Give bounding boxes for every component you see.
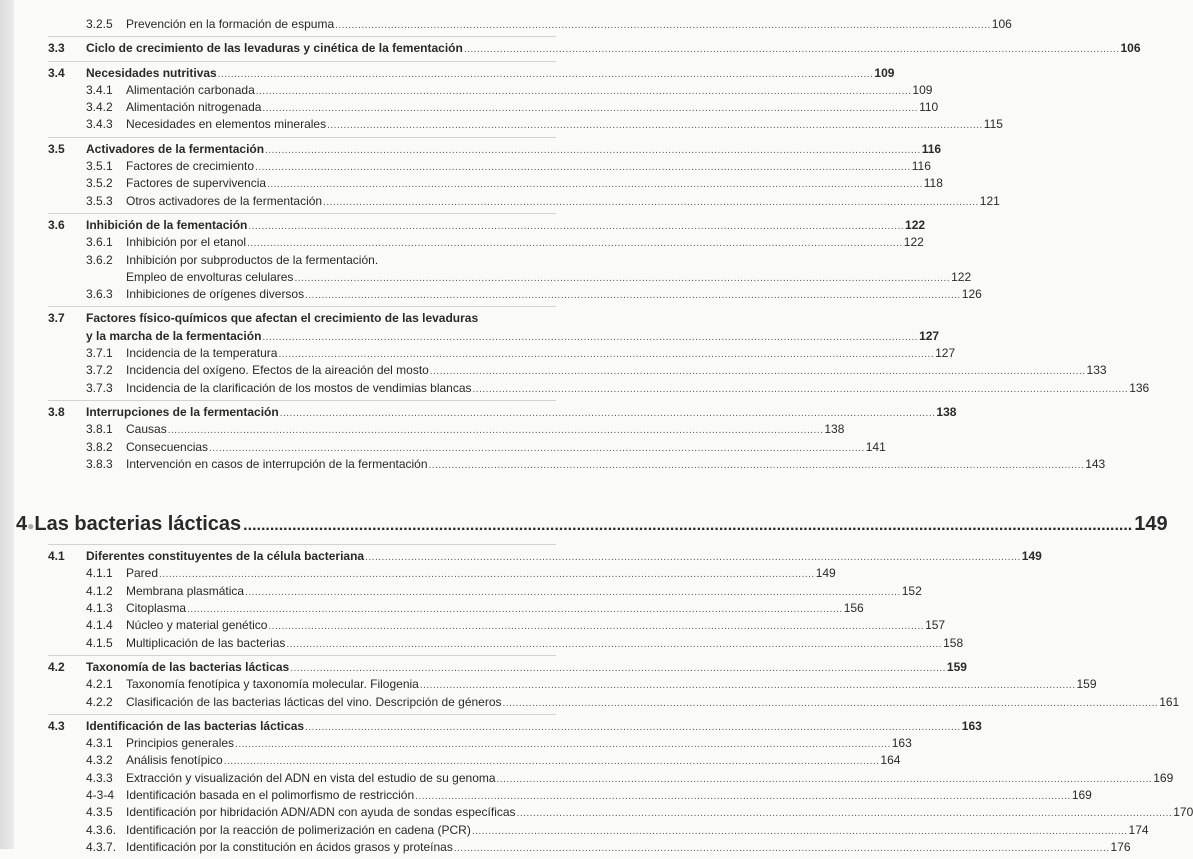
entry-number: 3.5.2 (86, 176, 113, 191)
subsection-entry[interactable] (48, 600, 864, 617)
subsection-entry[interactable] (48, 676, 1097, 693)
entry-number: 3.7.3 (86, 380, 113, 395)
leader-dots: ........................................................................................................................................................................................................ (248, 220, 905, 232)
entry-number: 3.4 (48, 65, 65, 80)
entry-title: Alimentación nitrogenada (126, 100, 262, 115)
leader-dots: ........................................................................................................................................................................................................ (278, 349, 935, 361)
page-number: 157 (925, 618, 946, 633)
entry-title: Consecuencias (126, 439, 209, 454)
subsection-entry[interactable] (48, 175, 943, 192)
leader-dots: ........................................................................................................................................................................................................ (305, 721, 961, 733)
page-number: 106 (1120, 41, 1141, 56)
leader-dots: ........................................................................................................................................................................................................ (267, 179, 923, 191)
entry-number: 3.5.3 (86, 193, 113, 208)
page-number: 174 (1128, 822, 1149, 837)
entry-title: Inhibición por el etanol (126, 235, 247, 250)
toc-section (48, 714, 1193, 859)
entry-title: Incidencia de la clarificación de los mostos de vendimias blancas (126, 380, 472, 395)
entry-number: 3.4.1 (86, 82, 113, 97)
entry-number: 3.5 (48, 141, 65, 156)
entry-number: 3.7.2 (86, 363, 113, 378)
toc-section (48, 400, 1106, 476)
entry-number: 3.5.1 (86, 159, 113, 174)
entry-number: 3.6.2 (86, 252, 113, 267)
entry-title: Multiplicación de las bacterias (126, 635, 286, 650)
leader-dots: ........................................................................................................................................................................................................ (187, 604, 843, 616)
entry-title: Incidencia de la temperatura (126, 346, 278, 361)
subsection-entry[interactable] (48, 380, 1150, 397)
toc-section (48, 16, 1012, 36)
leader-dots: ........................................................................................................................................................................................................ (286, 638, 943, 650)
entry-number: 3.7.1 (86, 346, 113, 361)
entry-number: 4.3.6. (86, 822, 117, 837)
leader-dots: ........................................................................................................................................................................................................ (502, 697, 1159, 709)
page-number: 121 (979, 193, 1000, 208)
page-number: 115 (983, 117, 1003, 132)
entry-number: 4.3.2 (86, 753, 113, 768)
entry-title: Identificación por la constitución en ácidos grasos y proteínas (126, 839, 453, 854)
subsection-entry[interactable] (48, 439, 886, 456)
page-number: 122 (905, 217, 926, 232)
subsection-entry[interactable] (48, 82, 933, 99)
entry-title: Identificación por hibridación ADN/ADN con ayuda de sondas específicas (126, 805, 516, 820)
leader-dots: ........................................................................................................................................................................................................ (428, 459, 1085, 471)
entry-number: 3.8 (48, 404, 65, 419)
entry-number: 4.3.7. (86, 839, 117, 854)
page-number: 138 (936, 404, 957, 419)
page-number: 152 (901, 583, 922, 598)
bullet-icon: ● (27, 519, 35, 534)
page-number: 126 (961, 287, 982, 302)
page-number: 141 (865, 439, 886, 454)
section-entry[interactable] (48, 404, 957, 421)
page-number: 109 (874, 65, 895, 80)
page-number: 163 (961, 718, 982, 733)
page-number: 109 (912, 82, 933, 97)
subsection-entry[interactable] (48, 456, 1106, 473)
entry-title: Pared (126, 566, 159, 581)
entry-number: 3.4.2 (86, 100, 113, 115)
entry-title: Otros activadores de la fermentación (126, 193, 323, 208)
entry-title: Clasificación de las bacterias lácticas del vino. Descripción de géneros (126, 694, 502, 709)
entry-title: Intervención en casos de interrupción de la fermentación (126, 456, 428, 471)
entry-title: Inhibición por subproductos de la fermentación. (126, 252, 379, 267)
subsection-entry[interactable] (48, 804, 1193, 821)
subsection-entry[interactable] (48, 694, 1180, 711)
entry-title: Activadores de la fermentación (86, 141, 265, 156)
section-entry[interactable] (48, 65, 895, 82)
subsection-entry[interactable] (48, 735, 912, 752)
section-entry[interactable] (48, 310, 556, 327)
toc-section (48, 306, 1150, 399)
leader-dots: ........................................................................................................................................................................................................ (415, 790, 1071, 802)
leader-dots: ........................................................................................................................................................................................................ (429, 366, 1086, 378)
entry-title: Ciclo de crecimiento de las levaduras y cinética de la fementación (86, 41, 463, 56)
entry-title: Alimentación carbonada (126, 82, 255, 97)
leader-dots: ........................................................................................................................................................................................................ (262, 331, 919, 343)
entry-number: 4.1.1 (86, 566, 113, 581)
entry-number: 4.1.4 (86, 618, 113, 633)
page-number: 118 (923, 176, 943, 191)
entry-title: Necesidades en elementos minerales (126, 117, 327, 132)
page-number: 161 (1159, 694, 1180, 709)
leader-dots: ........................................................................................................................................................................................................ (471, 825, 1128, 837)
toc-section (48, 36, 1141, 60)
entry-title: Interrupciones de la fermentación (86, 404, 279, 419)
entry-title: Identificación de las bacterias lácticas (86, 718, 305, 733)
entry-number: 3.2.5 (86, 17, 113, 31)
entry-number: 3.8.2 (86, 439, 113, 454)
subsection-entry[interactable] (48, 787, 1092, 804)
leader-dots: ........................................................................................................................................................................................................ (335, 20, 991, 31)
table-of-contents (16, 16, 1193, 859)
leader-dots: ........................................................................................................................................................................................................ (255, 162, 911, 174)
page-number: 170 (1173, 805, 1193, 820)
page-number: 169 (1153, 770, 1174, 785)
leader-dots: ........................................................................................................................................................................................................ (463, 44, 1120, 56)
page-number: 176 (1110, 839, 1131, 854)
subsection-entry[interactable] (48, 158, 931, 175)
entry-number: 4.2 (48, 659, 65, 674)
page-number: 158 (943, 635, 964, 650)
section-entry[interactable] (48, 217, 926, 234)
page-number: 106 (991, 17, 1012, 31)
page-number: 149 (815, 566, 836, 581)
entry-title: Núcleo y material genético (126, 618, 268, 633)
page-number: 149 (1021, 549, 1042, 564)
entry-number: 4.2.1 (86, 677, 113, 692)
entry-number: 4.3 (48, 718, 65, 733)
subsection-entry[interactable] (48, 252, 556, 269)
entry-title-continued: y la marcha de la fermentación (86, 328, 262, 343)
subsection-entry[interactable] (48, 839, 1131, 856)
page-number: 156 (843, 601, 864, 616)
leader-dots: ........................................................................................................................................................................................................ (247, 238, 903, 250)
page-number: 122 (951, 269, 972, 284)
page-number: 110 (919, 100, 939, 115)
entry-title: Factores de supervivencia (126, 176, 267, 191)
subsection-entry[interactable] (48, 286, 982, 303)
leader-dots: ........................................................................................................................................................................................................ (419, 680, 1076, 692)
page-number: 116 (911, 159, 931, 174)
subsection-entry[interactable] (48, 234, 924, 251)
entry-number: 3.6.3 (86, 287, 113, 302)
subsection-entry[interactable] (48, 583, 922, 600)
toc-section (48, 213, 982, 306)
entry-title: Necesidades nutritivas (86, 65, 217, 80)
subsection-entry[interactable] (48, 752, 901, 769)
entry-title: Membrana plasmática (126, 583, 245, 598)
entry-title: Incidencia del oxígeno. Efectos de la aireación del mosto (126, 363, 429, 378)
entry-number: 4.3.5 (86, 805, 113, 820)
entry-number: 4.1.2 (86, 583, 113, 598)
toc-section (48, 61, 1003, 137)
entry-number: 4.3.3 (86, 770, 113, 785)
entry-title: Taxonomía fenotípica y taxonomía molecular. Filogenia (126, 677, 419, 692)
toc-section (48, 655, 1180, 714)
entry-title: Principios generales (126, 736, 235, 751)
subsection-entry[interactable] (48, 635, 964, 652)
page-number: 127 (935, 346, 956, 361)
chapter-number: 4 (16, 513, 28, 536)
subsection-entry[interactable] (48, 617, 946, 634)
page-number: 127 (919, 328, 940, 343)
leader-dots: ........................................................................................................................................................................................................ (305, 290, 961, 302)
entry-title: Extracción y visualización del ADN en vista del estudio de su genoma (126, 770, 496, 785)
leader-dots: ........................................................................................................................................................................................................ (294, 272, 951, 284)
leader-dots: ........................................................................................................................................................................................................ (268, 621, 925, 633)
chapter-title: Las bacterias lácticas (34, 513, 242, 536)
subsection-entry[interactable] (48, 822, 1149, 839)
page-number: 159 (946, 659, 967, 674)
leader-dots: ........................................................................................................................................................................................................ (365, 552, 1021, 564)
leader-dots: ........................................................................................................................................................................................................ (262, 103, 919, 115)
leader-dots: ........................................................................................................................................................................................................ (245, 586, 901, 598)
leader-dots: ........................................................................................................................................................................................................ (217, 68, 874, 80)
page-number: 143 (1085, 456, 1106, 471)
entry-title: Análisis fenotípico (126, 753, 223, 768)
page-number: 138 (824, 422, 845, 437)
leader-dots: ........................................................................................................................................................................................................ (327, 120, 983, 132)
leader-dots: ........................................................................................................................................................................................................ (279, 407, 936, 419)
entry-title: Factores de crecimiento (126, 159, 255, 174)
entry-title: Diferentes constituyentes de la célula bacteriana (86, 549, 365, 564)
subsection-entry[interactable] (48, 362, 1107, 379)
leader-dots: ........................................................................................................................................................................................................ (472, 383, 1129, 395)
leader-dots: ........................................................................................................................................................................................................ (290, 662, 946, 674)
section-entry[interactable] (48, 548, 1042, 565)
entry-title: Inhibiciones de orígenes diversos (126, 287, 305, 302)
page-number: 149 (1134, 513, 1168, 536)
section-entry[interactable] (48, 40, 1141, 57)
toc-section (48, 137, 1000, 213)
entry-title: Prevención en la formación de espuma (126, 17, 335, 31)
entry-title-continued: Empleo de envolturas celulares (126, 269, 294, 284)
chapter-heading[interactable] (16, 510, 1168, 538)
leader-dots: ........................................................................................................................................................................................................ (209, 442, 865, 454)
subsection-entry[interactable] (48, 99, 939, 116)
subsection-entry[interactable] (48, 16, 1012, 33)
entry-number: 4.2.2 (86, 694, 113, 709)
subsection-entry[interactable] (48, 770, 1174, 787)
entry-title: Inhibición de la fementación (86, 217, 248, 232)
entry-continuation[interactable] (48, 269, 972, 286)
section-entry[interactable] (48, 659, 967, 676)
entry-number: 3.4.3 (86, 117, 113, 132)
page-number: 133 (1086, 363, 1107, 378)
subsection-entry[interactable] (48, 421, 845, 438)
entry-number: 4.3.1 (86, 736, 113, 751)
page-number: 159 (1076, 677, 1097, 692)
leader-dots: ........................................................................................................................................................................................................ (323, 196, 979, 208)
entry-number: 3.3 (48, 41, 65, 56)
entry-title: Taxonomía de las bacterias lácticas (86, 659, 290, 674)
subsection-entry[interactable] (48, 345, 956, 362)
leader-dots: ........................................................................................................................................................................................................ (243, 517, 1133, 535)
section-entry[interactable] (48, 141, 942, 158)
leader-dots: ........................................................................................................................................................................................................ (235, 739, 891, 751)
entry-number: 4-3-4 (86, 787, 115, 802)
entry-number: 4.1 (48, 549, 65, 564)
leader-dots: ........................................................................................................................................................................................................ (159, 569, 815, 581)
entry-title: Citoplasma (126, 601, 187, 616)
section-entry[interactable] (48, 718, 982, 735)
subsection-entry[interactable] (48, 565, 836, 582)
entry-number: 4.1.3 (86, 601, 113, 616)
entry-number: 3.8.1 (86, 422, 113, 437)
subsection-entry[interactable] (48, 193, 1000, 210)
entry-title: Identificación por la reacción de polimerización en cadena (PCR) (126, 822, 471, 837)
page-number: 136 (1129, 380, 1150, 395)
page-number: 169 (1071, 787, 1092, 802)
page-number: 164 (880, 753, 901, 768)
entry-title: Causas (126, 422, 167, 437)
page-edge-shadow (0, 0, 14, 849)
entry-number: 3.6.1 (86, 235, 113, 250)
entry-number: 3.7 (48, 311, 65, 326)
leader-dots: ........................................................................................................................................................................................................ (167, 425, 824, 437)
leader-dots: ........................................................................................................................................................................................................ (496, 773, 1153, 785)
leader-dots: ........................................................................................................................................................................................................ (265, 144, 921, 156)
entry-number: 3.8.3 (86, 456, 113, 471)
leader-dots: ........................................................................................................................................................................................................ (516, 808, 1173, 820)
toc-section (48, 544, 1042, 655)
page-number: 163 (891, 736, 912, 751)
leader-dots: ........................................................................................................................................................................................................ (223, 756, 880, 768)
subsection-entry[interactable] (48, 116, 1003, 133)
page-number: 116 (921, 141, 942, 156)
entry-number: 3.6 (48, 217, 65, 232)
entry-continuation[interactable] (48, 328, 940, 345)
page-number: 122 (903, 235, 924, 250)
leader-dots: ........................................................................................................................................................................................................ (255, 85, 912, 97)
entry-number: 4.1.5 (86, 635, 113, 650)
entry-title: Identificación basada en el polimorfismo de restricción (126, 787, 415, 802)
leader-dots: ........................................................................................................................................................................................................ (453, 842, 1110, 854)
entry-title: Factores físico-químicos que afectan el crecimiento de las levaduras (86, 311, 479, 326)
